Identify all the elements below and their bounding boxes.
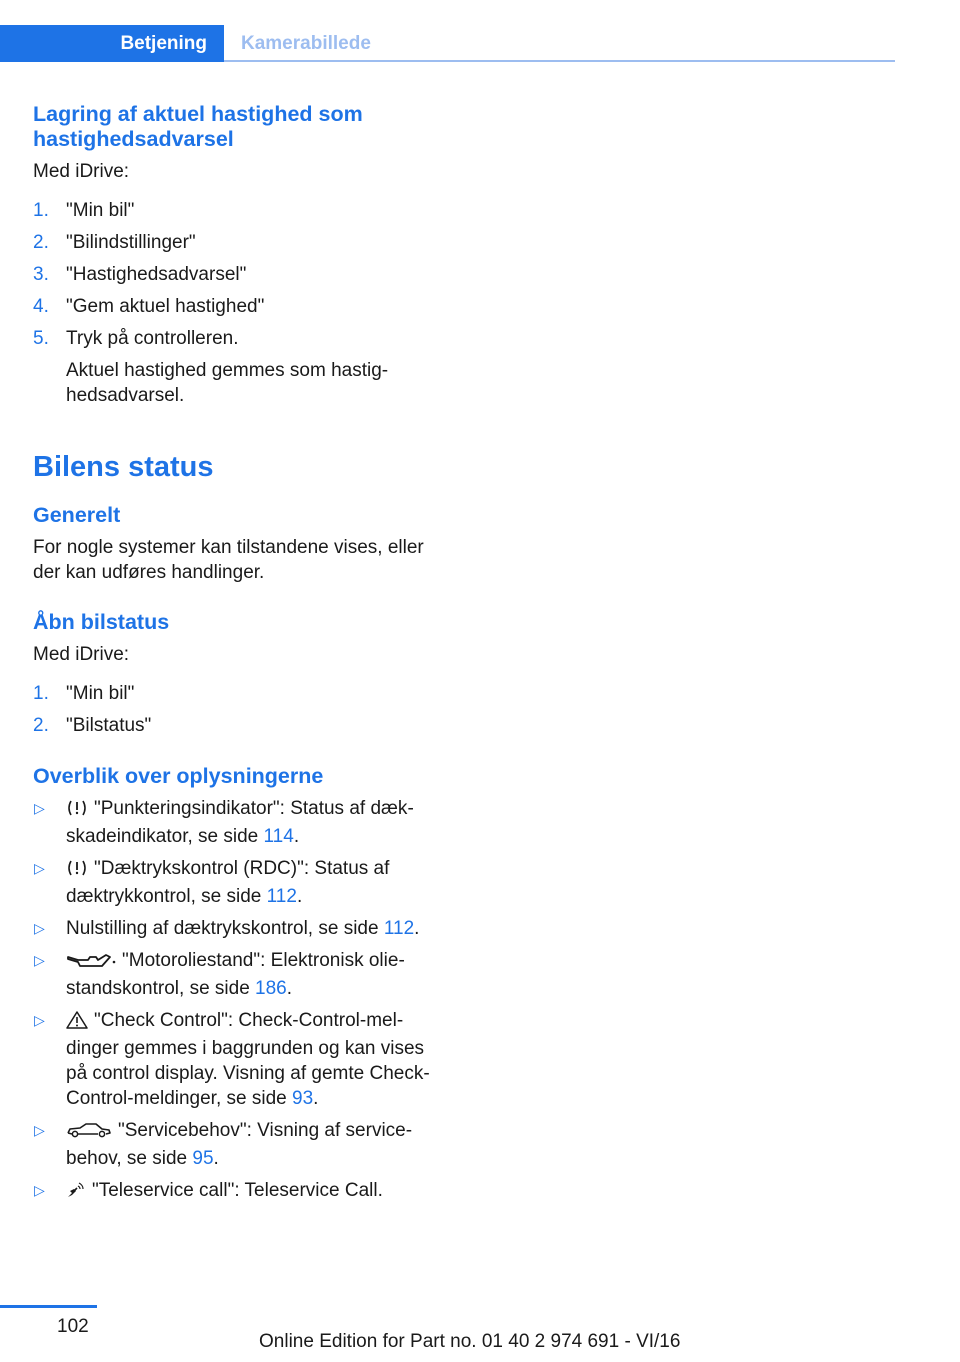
step-text: "Gem aktuel hastighed" xyxy=(66,296,265,317)
step-text: "Min bil" xyxy=(66,683,135,704)
bullet-triangle-icon: ▷ xyxy=(34,860,45,876)
bullet-triangle-icon: ▷ xyxy=(34,952,45,968)
step-text: Tryk på controlleren. xyxy=(66,328,239,349)
page-link[interactable]: 186 xyxy=(255,978,287,999)
list-item: ▷ Nulstilling af dæktrykskontrol, se side 112. xyxy=(34,918,420,939)
car-service-icon xyxy=(66,1121,112,1146)
subsection-title-aabn: Åbn bilstatus xyxy=(33,610,170,634)
step-number: 5. xyxy=(33,328,49,349)
section-title-lagring: Lagring af aktuel hastighed som hastighedsadvarsel xyxy=(33,102,363,151)
teleservice-icon xyxy=(66,1181,86,1206)
bullet-triangle-icon: ▷ xyxy=(34,1012,45,1028)
steps-list-lagring xyxy=(33,198,453,408)
list-item: ▷ "Servicebehov": Visning af servicebehov, se side 95. xyxy=(34,1120,413,1169)
bullet-triangle-icon: ▷ xyxy=(34,800,45,816)
list-item xyxy=(33,294,453,319)
edition-text: Online Edition for Part no. 01 40 2 974 691 - VI/16 xyxy=(259,1331,681,1352)
bullet-triangle-icon: ▷ xyxy=(34,920,45,936)
intro-text: Med iDrive: xyxy=(33,161,130,182)
page-number: 102 xyxy=(57,1316,89,1337)
intro-text: Med iDrive: xyxy=(33,644,130,665)
tab-betjening[interactable]: Betjening xyxy=(0,25,224,62)
subsection-title-generelt: Generelt xyxy=(33,503,121,527)
list-item xyxy=(33,262,453,287)
step-number: 2. xyxy=(33,715,49,736)
list-item: ▷ "Teleservice call": Teleservice Call. xyxy=(33,1178,445,1206)
list-item: ▷ "Dæktrykskontrol (RDC)": Status af dæktrykkontrol, se side 112. xyxy=(34,858,390,907)
section-title-bilens-status: Bilens status xyxy=(33,451,214,483)
generelt-text: For nogle systemer kan tilstandene vises, eller der kan udføres handlinger. xyxy=(33,537,424,583)
subsection-title-overblik: Overblik over oplysningerne xyxy=(33,764,324,788)
step-text: "Bilstatus" xyxy=(66,715,152,736)
oil-can-icon xyxy=(66,951,116,976)
page-link[interactable]: 93 xyxy=(292,1088,314,1109)
bullet-triangle-icon: ▷ xyxy=(34,1182,45,1198)
main-content xyxy=(33,102,453,1206)
tire-warning-icon xyxy=(66,799,88,824)
page-link[interactable]: 112 xyxy=(266,886,297,907)
step-number: 2. xyxy=(33,232,49,253)
step-number: 3. xyxy=(33,264,49,285)
step-number: 4. xyxy=(33,296,49,317)
list-item xyxy=(33,198,453,223)
steps-list-aabn xyxy=(33,681,453,738)
list-item xyxy=(33,681,453,706)
list-item xyxy=(33,713,453,738)
step-note: Aktuel hastighed gemmes som hastighedsadvarsel. xyxy=(66,360,389,406)
list-item: ▷ "Motoroliestand": Elektronisk oliestandskontrol, se side 186. xyxy=(34,950,405,999)
list-item xyxy=(33,326,453,408)
list-item: ▷ "Punkteringsindikator": Status af dækskadeindikator, se side 114. xyxy=(34,798,414,847)
step-text: "Hastighedsadvarsel" xyxy=(66,264,247,285)
tire-warning-icon xyxy=(66,859,88,884)
step-number: 1. xyxy=(33,683,49,704)
page-link[interactable]: 112 xyxy=(383,918,415,939)
overview-list xyxy=(33,796,445,1206)
page-link[interactable]: 95 xyxy=(192,1148,214,1169)
list-item xyxy=(33,230,453,255)
bullet-triangle-icon: ▷ xyxy=(34,1122,45,1138)
page-link[interactable]: 114 xyxy=(263,826,294,847)
list-item: ▷ "Check Control": Check-Control-meldinger gemmes i baggrunden og kan vises på control display. Visning af gemte Check-Control-meldinger, se side 93. xyxy=(34,1010,430,1109)
step-text: "Min bil" xyxy=(66,200,135,221)
step-text: "Bilindstillinger" xyxy=(66,232,196,253)
footer-rule xyxy=(0,1305,97,1308)
warning-triangle-icon xyxy=(66,1011,88,1036)
step-number: 1. xyxy=(33,200,49,221)
tab-kamerabillede[interactable]: Kamerabillede xyxy=(241,33,371,54)
